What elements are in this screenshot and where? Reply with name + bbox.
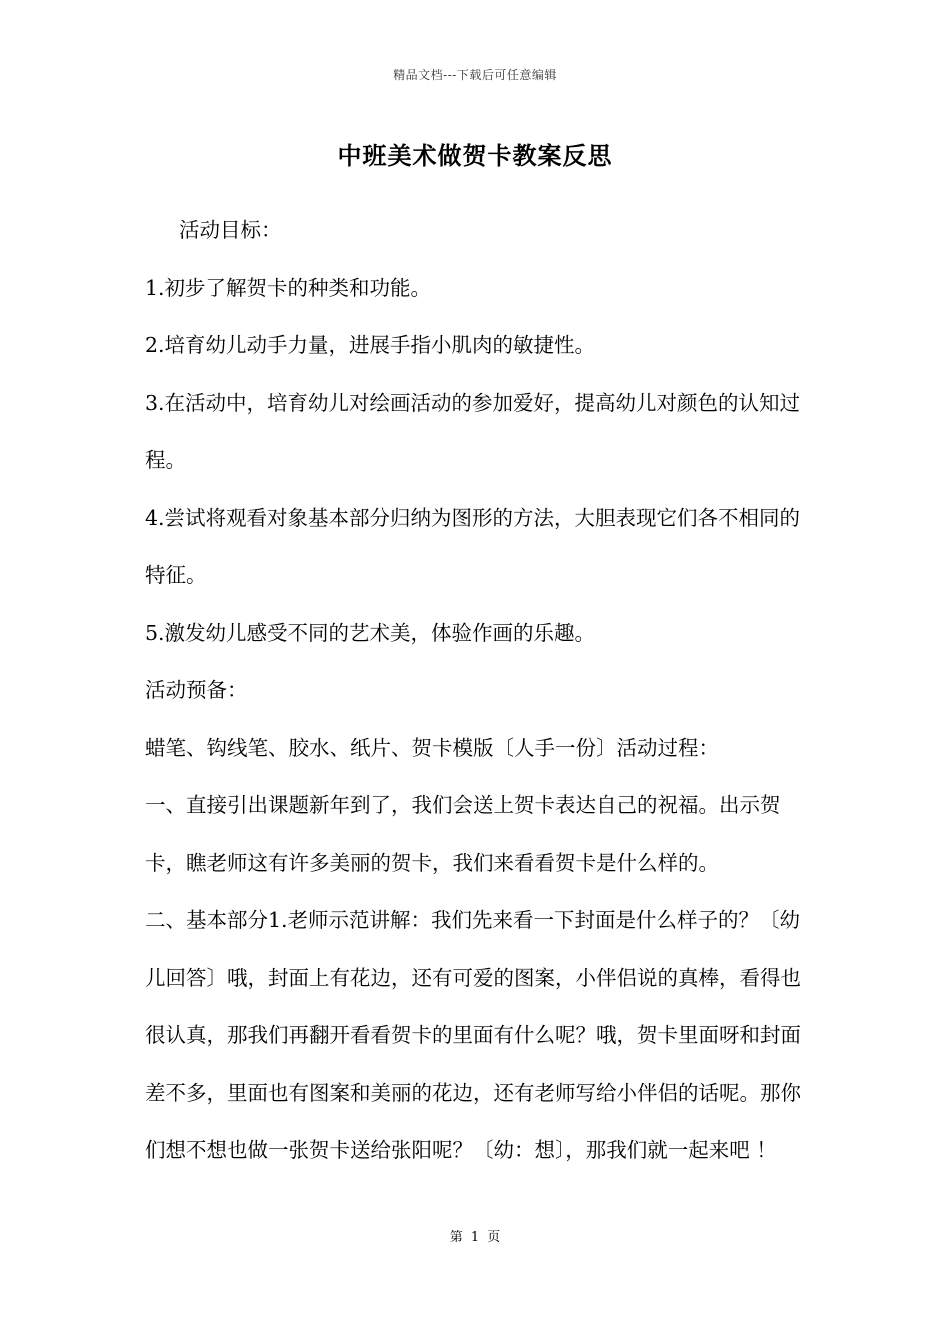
paragraph-goal-4: 4.尝试将观看对象基本部分归纳为图形的方法，大胆表现它们各不相同的特征。: [145, 505, 801, 587]
paragraph-activity-goals-heading: 活动目标：: [179, 218, 282, 242]
paragraph-goal-5: 5.激发幼儿感受不同的艺术美，体验作画的乐趣。: [145, 620, 596, 645]
paragraph-materials: 蜡笔、钩线笔、胶水、纸片、贺卡模版〔人手一份〕活动过程：: [145, 735, 719, 760]
page-header: 精品文档---下载后可任意编辑: [393, 68, 557, 82]
paragraph-goal-2: 2.培育幼儿动手力量，进展手指小肌肉的敏捷性。: [145, 333, 596, 357]
paragraph-goal-1: 1.初步了解贺卡的种类和功能。: [145, 275, 432, 300]
paragraph-goal-3: 3.在活动中，培育幼儿对绘画活动的参加爱好，提高幼儿对颜色的认知过程。: [145, 390, 801, 472]
document-body: [145, 202, 810, 1180]
paragraph-preparation-heading: 活动预备：: [145, 678, 248, 702]
page-number: 第 1 页: [449, 1230, 501, 1245]
paragraph-step-2: 二、基本部分1.老师示范讲解：我们先来看一下封面是什么样子的？〔幼儿回答〕哦，封面上有花边，还有可爱的图案，小伴侣说的真棒，看得也很认真，那我们再翻开看看贺卡的里面有什么呢？哦，贺卡里面呀和封面差不多，里面也有图案和美丽的花边，还有老师写给小伴侣的话呢。那你们想不想也做一张贺卡送给张阳呢？〔幼：想〕，那我们就一起来吧 ！: [145, 908, 801, 1162]
paragraph-step-1: 一、直接引出课题新年到了，我们会送上贺卡表达自己的祝福。出示贺卡，瞧老师这有许多美丽的贺卡，我们来看看贺卡是什么样的。: [145, 793, 781, 875]
document-title: 中班美术做贺卡教案反思: [337, 141, 613, 170]
